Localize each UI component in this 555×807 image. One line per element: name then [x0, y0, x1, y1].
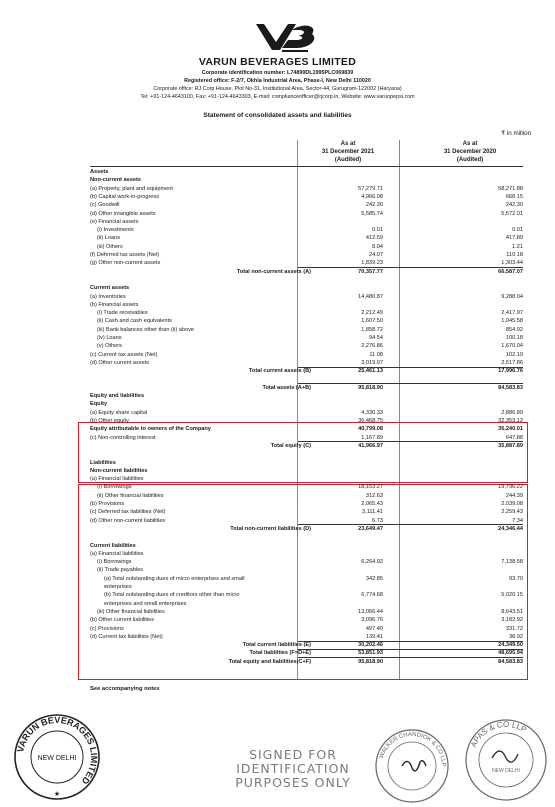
value-2020: 58,271.88: [498, 185, 523, 192]
auditor-ring-text: WALKER CHANDIOK & CO LLP: [379, 731, 447, 767]
value-2021: 5,585.74: [361, 210, 383, 217]
table-row: [90, 293, 523, 301]
value-2021: 3,019.07: [361, 359, 383, 366]
value-2020: 417.89: [505, 235, 523, 242]
corporate-office-line: Corporate office: RJ Corp House, Plot No-31, Institutional Area, Sector-44, Gurugram-122002 (Haryana): [153, 86, 402, 92]
table-row: [90, 483, 523, 491]
value-2020: 2,886.89: [501, 409, 523, 416]
value-2021: 53,851.93: [358, 650, 383, 657]
value-2021: 11.08: [369, 351, 383, 358]
value-2020: 35,887.89: [498, 442, 523, 449]
svg-text:★: ★: [53, 791, 61, 798]
row-label: (f) Deferred tax assets (Net): [90, 252, 160, 258]
total-rule: [298, 524, 523, 525]
table-row: [90, 168, 523, 176]
value-2021: 57,279.71: [358, 185, 383, 192]
value-2020: 8,643.51: [501, 608, 523, 615]
value-2020: 38.92: [509, 633, 523, 640]
value-2021: 30,202.46: [358, 642, 383, 649]
table-row: [90, 301, 523, 309]
row-label: Total equity and liabilities(C+F): [228, 658, 311, 665]
value-2020: 1,045.58: [501, 318, 523, 325]
value-2020: 854.92: [505, 326, 523, 333]
value-2020: 19,796.22: [498, 484, 523, 491]
value-2020: 48,695.94: [498, 650, 523, 657]
row-label: (iii) Others: [97, 243, 123, 250]
firm-stamp: [462, 716, 550, 804]
signed-line3: PURPOSES ONLY: [235, 775, 351, 790]
table-row: [90, 492, 523, 500]
row-label: (a) Total outstanding dues of micro enterprises and small: [104, 575, 245, 582]
value-2020: 647.88: [505, 434, 523, 441]
value-2021: 1,607.50: [361, 318, 383, 325]
col1-line2: 31 December 2021: [321, 149, 375, 155]
table-row: [90, 566, 523, 574]
row-label: (d) Current tax liabilities (Net): [90, 633, 163, 640]
auditor-stamp: [372, 726, 452, 806]
total-rule: [298, 441, 523, 442]
header-rule: [90, 166, 523, 167]
table-row: [90, 625, 523, 633]
table-row: [90, 409, 523, 417]
value-2020: 17,996.76: [498, 368, 523, 375]
value-2020: 1.21: [512, 243, 523, 250]
row-label: Equity: [90, 401, 108, 408]
value-2021: 4,966.08: [361, 193, 383, 200]
signed-line1: SIGNED FOR: [249, 747, 337, 762]
table-row: [90, 351, 523, 359]
value-2020: 244.39: [505, 492, 523, 499]
total-row: [90, 442, 523, 450]
row-label: Non-current liabilities: [90, 467, 148, 474]
table-row: [90, 392, 523, 400]
value-2021: 36,468.75: [358, 418, 383, 424]
table-row: [90, 591, 523, 599]
row-label: (b) Other equity: [90, 418, 129, 424]
value-2020: 5,572.01: [501, 210, 523, 217]
signature-mark: [402, 761, 426, 771]
company-seal: [12, 712, 102, 802]
row-label: Equity and liabilities: [90, 393, 145, 400]
table-row: [90, 533, 523, 541]
table-row: [90, 616, 523, 624]
value-2020: 1,670.04: [501, 343, 523, 350]
table-row: [90, 326, 523, 334]
row-label: (b) Capital work-in-progress: [90, 193, 160, 200]
row-label: Equity attributable to owners of the Company: [90, 426, 211, 433]
row-label: (v) Others: [97, 343, 122, 350]
table-row: [90, 475, 523, 483]
value-2021: 70,357.77: [358, 268, 383, 275]
row-label: Total assets (A+B): [262, 384, 311, 391]
row-label: Liabilities: [90, 459, 116, 466]
value-2020: 668.15: [505, 193, 523, 200]
table-row: [90, 500, 523, 508]
table-row: [90, 542, 523, 550]
table-row: [90, 234, 523, 242]
value-2021: 312.63: [365, 492, 383, 499]
row-label: (iii) Bank balances other than (ii) above: [97, 326, 195, 333]
col2-line1: As at: [462, 141, 478, 147]
value-2020: 2,417.97: [501, 310, 523, 317]
value-2020: 0.01: [512, 227, 523, 234]
total-rule: [298, 367, 523, 368]
accompanying-notes: See accompanying notes: [90, 686, 160, 692]
row-label: Non-current assets: [90, 177, 141, 184]
table-row: [90, 176, 523, 184]
value-2021: 2,212.49: [361, 310, 383, 317]
value-2021: 3,111.41: [362, 509, 383, 516]
row-label: Total current assets (B): [248, 368, 311, 375]
value-2020: 9,288.04: [501, 293, 523, 300]
value-2021: 4,330.33: [361, 409, 383, 416]
total-row: [90, 658, 523, 666]
value-2021: 1,839.23: [361, 260, 383, 267]
value-2021: 18,153.27: [358, 484, 383, 491]
value-2021: 139.41: [365, 633, 383, 640]
total-row: [90, 525, 523, 533]
row-label: (i) Investments: [97, 227, 134, 234]
total-rule: [298, 649, 523, 650]
table-row: [90, 459, 523, 467]
row-label: (b) Total outstanding dues of creditors other than micro: [104, 592, 240, 599]
row-label: (c) Deferred tax liabilities (Net): [90, 509, 166, 516]
total-rule: [298, 267, 523, 268]
column-header-2021: [298, 140, 398, 164]
column-header-2020: [410, 140, 530, 164]
value-2020: 331.72: [505, 625, 523, 632]
row-label: (i) Borrowings: [97, 559, 132, 566]
table-row: [90, 467, 523, 475]
currency-unit: ₹ in million: [501, 130, 531, 137]
value-2021: 6,774.68: [361, 592, 383, 599]
total-row: [90, 268, 523, 276]
value-2021: 2,065.43: [361, 501, 383, 507]
row-label: (a) Inventories: [90, 293, 126, 300]
value-2020: 24,349.50: [498, 642, 523, 649]
row-label: Total current liabilities (E): [242, 642, 311, 649]
row-label: Total non-current liabilities (D): [230, 525, 311, 532]
value-2021: 3,096.76: [361, 617, 383, 624]
row-label: (ii) Loans: [97, 235, 121, 242]
row-label: (a) Equity share capital: [90, 409, 148, 416]
table-row: [90, 201, 523, 209]
table-row: [90, 517, 523, 525]
col1-line3: (Audited): [334, 157, 362, 163]
row-label: (a) Financial liabilities: [90, 550, 144, 557]
value-2020: 242.30: [505, 202, 523, 209]
row-label: enterprises: [104, 584, 132, 590]
table-row: [90, 575, 523, 583]
statement-title: Statement of consolidated assets and liabilities: [203, 112, 352, 119]
row-label: (ii) Cash and cash equivalents: [97, 318, 172, 325]
total-rule: [298, 657, 523, 658]
value-2020: 1,303.44: [501, 260, 523, 267]
table-row: [90, 309, 523, 317]
value-2021: 342.85: [365, 575, 383, 582]
table-row: [90, 210, 523, 218]
table-row: [90, 376, 523, 384]
value-2021: 24.07: [369, 252, 383, 258]
row-label: (c) Provisions: [90, 625, 124, 632]
table-row: [90, 600, 523, 608]
table-row: [90, 558, 523, 566]
value-2021: 40,799.08: [358, 426, 383, 433]
value-2021: 0.01: [372, 227, 383, 234]
registered-office-line: Registered office: F-2/7, Okhla Industrial Area, Phase-I, New Delhi 110020: [184, 78, 371, 84]
table-row: [90, 226, 523, 234]
row-label: Current liabilities: [90, 542, 136, 549]
row-label: (ii) Other financial liabilities: [97, 492, 164, 499]
row-label: (c) Non-controlling interest: [90, 434, 156, 441]
value-2021: 14,480.87: [358, 293, 383, 300]
table-row: [90, 450, 523, 458]
table-row: [90, 359, 523, 367]
total-row: [90, 649, 523, 657]
col2-line2: 31 December 2020: [443, 149, 497, 155]
row-label: Total equity (C): [270, 442, 311, 449]
value-2020: 7,138.58: [501, 559, 523, 566]
row-label: (iii) Other financial liabilities: [97, 608, 165, 615]
value-2020: 102.19: [505, 351, 523, 358]
value-2020: 100.18: [505, 335, 523, 341]
row-label: (a) Financial liabilities: [90, 476, 144, 483]
value-2020: 2,039.08: [501, 501, 523, 507]
row-label: (iv) Loans: [97, 335, 122, 341]
contact-line: Tel: +91-124-4643100, Fax: +91-124-4643303, E-mail: complianceofficer@rjcorp.in, Website: www.varunpepsi.com: [140, 94, 415, 100]
value-2021: 8.04: [372, 243, 383, 250]
company-name: VARUN BEVERAGES LIMITED: [198, 56, 357, 68]
value-2021: 13,066.44: [358, 608, 383, 615]
row-label: (i) Trade receivables: [97, 310, 148, 317]
value-2020: 2,259.43: [501, 509, 523, 516]
value-2020: 32,353.12: [498, 418, 523, 424]
row-label: (b) Provisions: [90, 501, 125, 507]
cin-line: Corporate identification number: L74899DL1995PLC069839: [201, 70, 354, 76]
signed-line2: IDENTIFICATION: [236, 761, 350, 776]
value-2020: 84,583.83: [498, 384, 523, 391]
firm-center-text: NEW DELHI: [492, 768, 520, 774]
col1-line1: As at: [340, 141, 356, 147]
value-2021: 41,966.97: [358, 442, 383, 449]
value-2021: 242.30: [365, 202, 383, 209]
row-label: Assets: [90, 169, 109, 175]
total-row: [90, 641, 523, 649]
value-2020: 7.34: [512, 517, 523, 524]
row-label: (b) Financial assets: [90, 301, 139, 308]
value-2021: 6,264.92: [361, 559, 383, 566]
value-2021: 497.40: [365, 625, 383, 632]
seal-ring-text: VARUN BEVERAGES LIMITED: [15, 714, 100, 787]
value-2020: 93.70: [509, 575, 523, 582]
value-2020: 5,020.15: [501, 592, 523, 599]
table-row: [90, 400, 523, 408]
table-row: [90, 425, 523, 433]
table-row: [90, 284, 523, 292]
row-label: (i) Borrowings: [97, 484, 132, 491]
value-2020: 84,583.83: [498, 658, 523, 665]
table-row: [90, 276, 523, 284]
row-label: (b) Other current liabilities: [90, 617, 155, 624]
table-row: [90, 583, 523, 591]
row-label: Current assets: [90, 285, 130, 292]
value-2021: 25,461.13: [358, 368, 383, 375]
firm-ring-text: APAS & CO LLP: [468, 719, 529, 749]
row-label: (c) Goodwill: [90, 202, 120, 209]
total-row: [90, 384, 523, 392]
value-2020: 66,587.07: [498, 268, 523, 275]
col2-line3: (Audited): [456, 157, 484, 163]
value-2020: 35,240.01: [498, 426, 523, 433]
value-2021: 94.54: [369, 335, 383, 341]
total-row: [90, 367, 523, 375]
row-label: (d) Other non-current liabilities: [90, 517, 166, 524]
row-label: Total liabilities (F=D+E): [249, 650, 311, 657]
value-2021: 95,818.90: [358, 384, 383, 391]
table-row: [90, 218, 523, 226]
row-label: (c) Current tax assets (Net): [90, 351, 158, 358]
value-2021: 6.73: [372, 517, 383, 524]
table-row: [90, 334, 523, 342]
row-label: (a) Property, plant and equipment: [90, 185, 173, 192]
balance-sheet-table: [90, 168, 523, 678]
table-row: [90, 251, 523, 259]
value-2021: 2,276.86: [361, 343, 383, 350]
total-rule: [298, 641, 523, 642]
total-rule: [298, 383, 523, 384]
table-row: [90, 417, 523, 425]
row-label: (d) Other current assets: [90, 359, 150, 366]
table-row: [90, 633, 523, 641]
row-label: (g) Other non-current assets: [90, 260, 161, 267]
table-row: [90, 317, 523, 325]
value-2020: 24,346.44: [498, 525, 523, 532]
signed-for-identification: [228, 748, 358, 790]
row-label: (ii) Trade payables: [97, 567, 144, 574]
seal-center-text: NEW DELHI: [37, 755, 77, 762]
table-row: [90, 259, 523, 267]
table-row: [90, 508, 523, 516]
value-2021: 1,167.89: [361, 434, 383, 441]
row-label: enterprises and small enterprises: [104, 600, 187, 607]
value-2020: 110.18: [506, 252, 523, 258]
value-2021: 95,818.90: [358, 658, 383, 665]
value-2021: 1,858.72: [361, 326, 383, 333]
table-row: [90, 608, 523, 616]
value-2020: 2,517.86: [501, 359, 523, 366]
table-row: [90, 243, 523, 251]
row-label: (e) Financial assets: [90, 218, 139, 225]
company-logo: [252, 20, 322, 54]
table-row: [90, 550, 523, 558]
value-2021: 23,649.47: [358, 525, 383, 532]
table-row: [90, 342, 523, 350]
row-label: (d) Other intangible assets: [90, 210, 156, 217]
table-row: [90, 193, 523, 201]
table-row: [90, 185, 523, 193]
value-2020: 3,182.92: [501, 617, 523, 624]
value-2021: 412.59: [365, 235, 383, 242]
row-label: Total non-current assets (A): [236, 268, 311, 275]
table-row: [90, 434, 523, 442]
signature-mark: [492, 751, 518, 762]
